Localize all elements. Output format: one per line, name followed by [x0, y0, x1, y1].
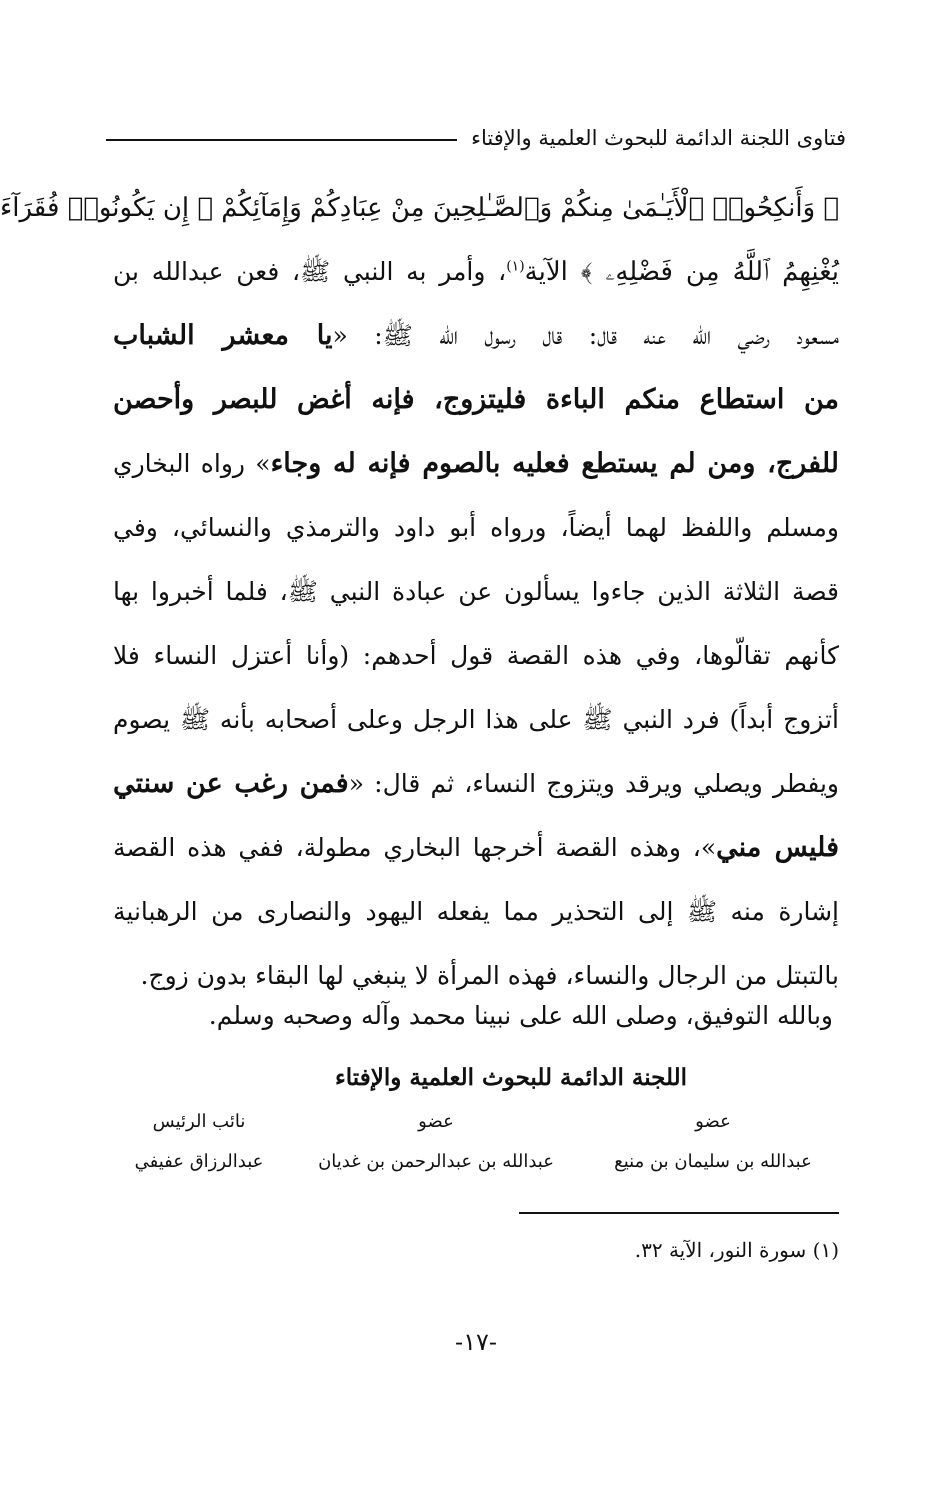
signature-role: نائب الرئيس: [152, 1111, 246, 1132]
signature-name: عبدالرزاق عفيفي: [134, 1151, 264, 1172]
body-line-3: [113, 304, 839, 368]
signature-member-1: [593, 1106, 833, 1178]
closing-line: وبالله التوفيق، وصلى الله على نبينا محمد وآله وصحبه وسلم.: [208, 1001, 833, 1030]
body-line-5: [113, 432, 839, 496]
hadith-bold-2: فمن رغب عن سنتي: [113, 768, 349, 799]
header-rule: [106, 139, 457, 141]
body-line-9: أتزوج أبداً) فرد النبي ﷺ على هذا الرجل وعلى أصحابه بأنه ﷺ يصوم: [113, 705, 839, 734]
body-line-10: [113, 752, 839, 816]
footnote-rule: [519, 1212, 839, 1214]
body-line-8: كأنهم تقالّوها، وفي هذه القصة قول أحدهم: (وأنا أعتزل النساء فلا: [113, 641, 839, 670]
body-line-12: إشارة منه ﷺ إلى التحذير مما يفعله اليهود والنصارى من الرهبانية: [113, 897, 839, 926]
quran-verse-end: يُغْنِهِمُ ٱللَّهُ مِن فَضْلِهِۦ ﴾ الآية: [524, 257, 839, 287]
signature-member-3: [119, 1106, 279, 1178]
body-line-2-tail: ، وأمر به النبي ﷺ، فعن عبدالله بن: [113, 257, 507, 286]
hadith-bold-1: يا معشر الشباب: [113, 320, 333, 351]
body-line-5-bold: للفرج، ومن لم يستطع فعليه بالصوم فإنه له وجاء: [270, 448, 839, 479]
footnote-ref: (١): [506, 258, 525, 275]
body-line-6: ومسلم واللفظ لهما أيضاً، ورواه أبو داود والترمذي والنسائي، وفي: [113, 513, 839, 542]
page-number: -١٧-: [455, 1328, 497, 1356]
body-line-2: [113, 240, 839, 304]
signature-name: عبدالله بن سليمان بن منيع: [614, 1151, 812, 1172]
committee-title: اللجنة الدائمة للبحوث العلمية والإفتاء: [334, 1064, 688, 1091]
signature-role: عضو: [418, 1111, 454, 1132]
document-page: [1, 0, 951, 1490]
body-text: [0, 176, 840, 1008]
body-line-4: من استطاع منكم الباءة فليتزوج، فإنه أغض للبصر وأحصن: [113, 384, 839, 415]
body-line-5-tail: » رواه البخاري: [113, 449, 271, 478]
signatures: [119, 1106, 833, 1178]
footnote: (١) سورة النور، الآية ٣٢.: [634, 1238, 839, 1262]
body-line-10-text: ويفطر ويصلي ويرقد ويتزوج النساء، ثم قال: «: [348, 769, 840, 798]
body-line-11-text: »، وهذه القصة أخرجها البخاري مطولة، ففي هذه القصة: [113, 833, 717, 862]
signature-member-2: [306, 1106, 566, 1178]
body-line-7: قصة الثلاثة الذين جاءوا يسألون عن عبادة النبي ﷺ، فلما أخبروا بها: [113, 577, 839, 606]
body-line-13: بالتبتل من الرجال والنساء، فهذه المرأة لا ينبغي لها البقاء بدون زوج.: [140, 961, 839, 990]
running-header: [106, 118, 846, 158]
hadith-bold-3: فليس مني: [716, 832, 839, 863]
running-header-title: فتاوى اللجنة الدائمة للبحوث العلمية والإفتاء: [471, 126, 846, 150]
body-line-1: ﴿ وَأَنكِحُوا۟ ٱلْأَيَـٰمَىٰ مِنكُمْ وَٱلصَّـٰلِحِينَ مِنْ عِبَادِكُمْ وَإِمَآئِكُمْ ۚ إِن يَكُونُوا۟ فُقَرَآءَ: [0, 193, 839, 223]
body-line-3-text: مسعود رضي الله عنه قال: قال رسول الله ﷺ: «: [332, 321, 839, 350]
signature-name: عبدالله بن عبدالرحمن بن غديان: [318, 1151, 554, 1172]
body-line-11: [113, 816, 839, 880]
signature-role: عضو: [695, 1111, 731, 1132]
